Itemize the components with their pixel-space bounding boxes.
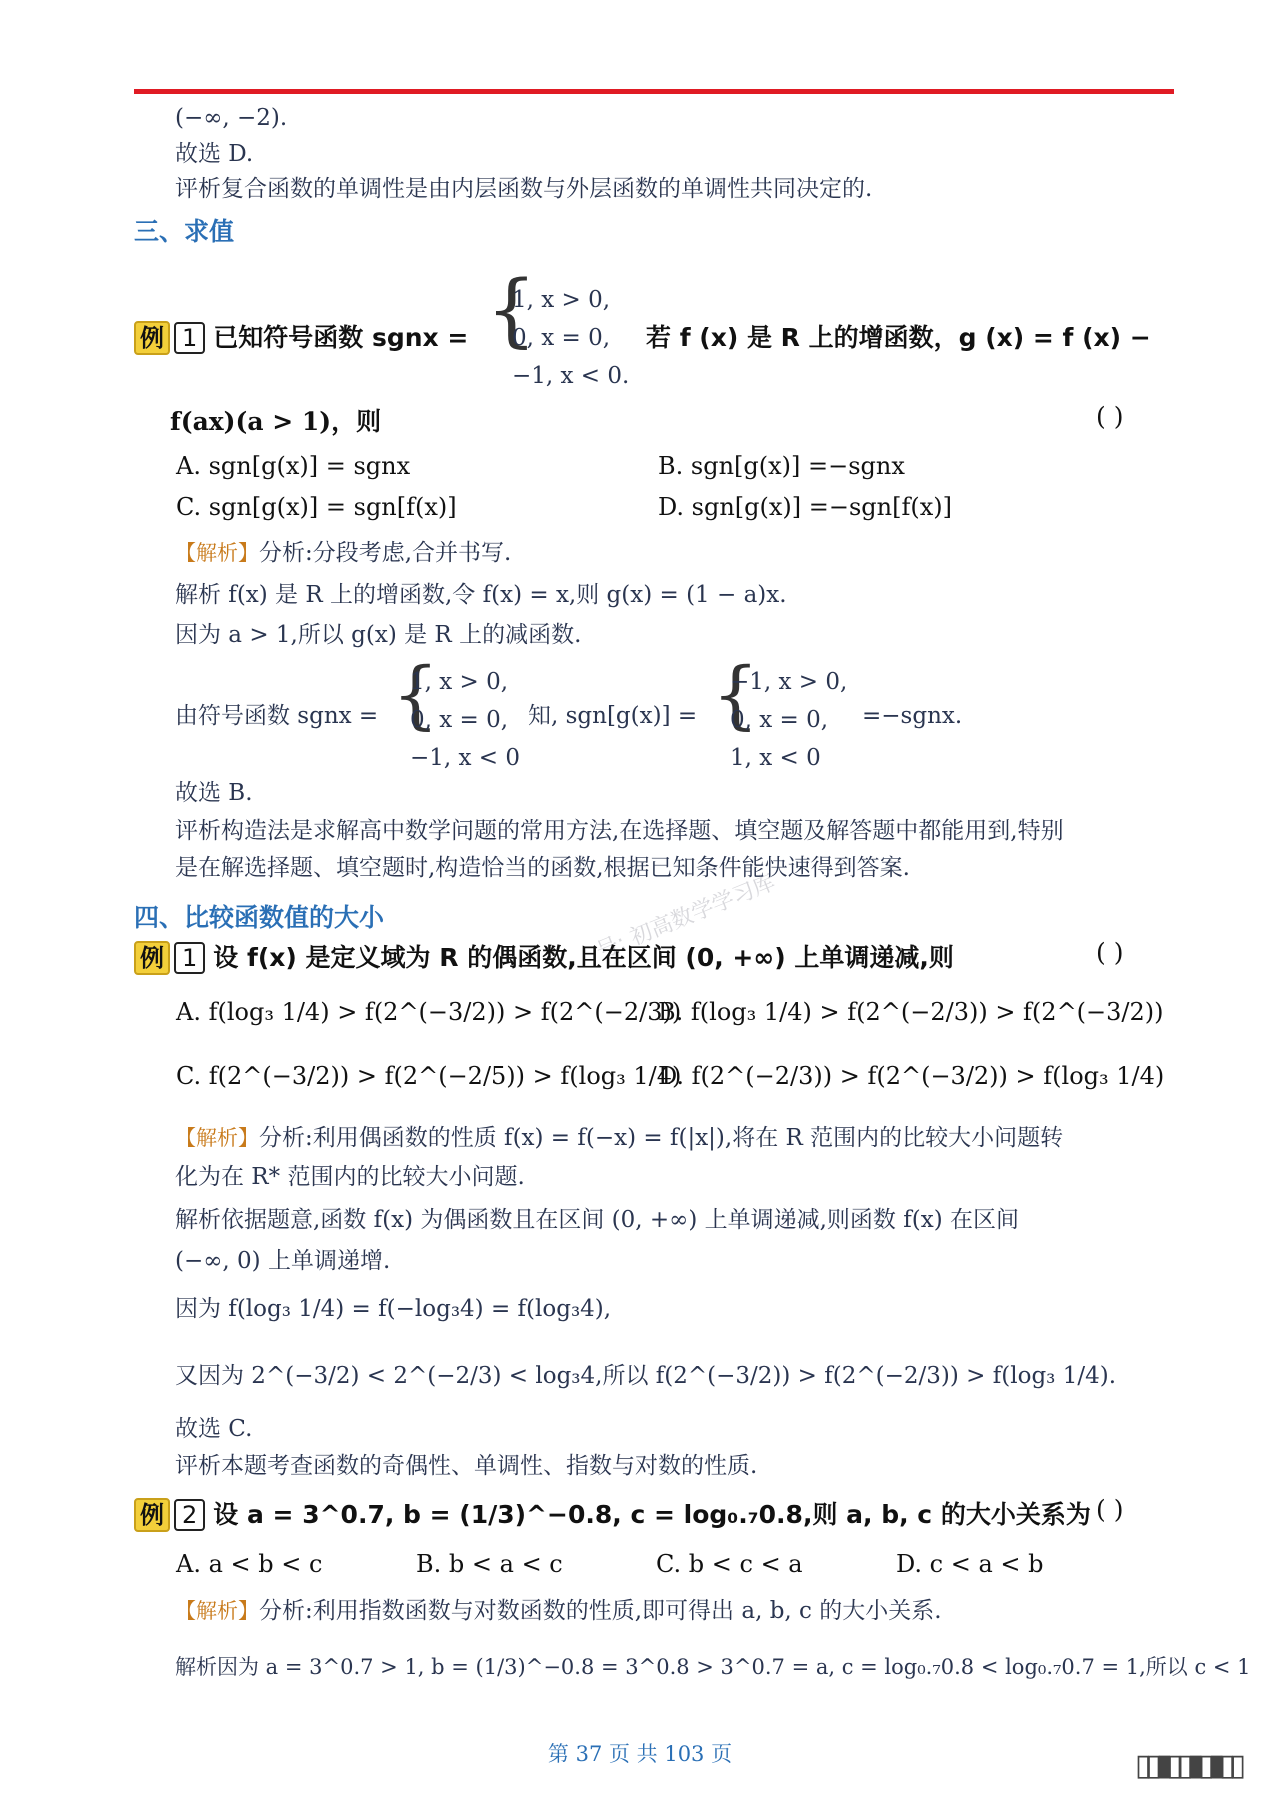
piece-case: 1, x > 0, [410, 669, 509, 695]
example-1-question-cont: 若 f (x) 是 R 上的增函数，g (x) = f (x) − [646, 323, 1151, 352]
jiexi-tag: 【解析】 [175, 541, 259, 565]
option-a: A. sgn[g(x)] = sgnx [176, 452, 411, 480]
example-1-question: 例 1 已知符号函数 sgnx = [134, 318, 468, 355]
text-line: 化为在 R* 范围内的比较大小问题. [175, 1164, 525, 1190]
jiexi-tag: 【解析】 [175, 1599, 259, 1623]
text-line: 评析本题考查函数的奇偶性、单调性、指数与对数的性质. [175, 1453, 758, 1479]
piece-case: 0, x = 0, [410, 707, 509, 733]
example-3-question: 例 2 设 a = 3^0.7, b = (1/3)^−0.8, c = log₀.₇0.8,则 a, b, c 的大小关系为 [134, 1495, 1091, 1532]
text-line: 知, sgn[g(x)] = [528, 703, 698, 729]
piece-case: 1, x > 0, [512, 287, 611, 313]
piece-case: −1, x < 0. [512, 363, 630, 389]
option-b: B. f(log₃ 1/4) > f(2^(−2/3)) > f(2^(−3/2)) [658, 998, 1164, 1026]
text-line: 故选 D. [175, 141, 254, 167]
text-line: 又因为 2^(−3/2) < 2^(−2/3) < log₃4,所以 f(2^(−3/2)) > f(2^(−2/3)) > f(log₃ 1/4). [175, 1363, 1117, 1389]
answer-paren: ( ) [1096, 402, 1124, 431]
option-a: A. a < b < c [176, 1550, 323, 1578]
piece-case: 0, x = 0, [512, 325, 611, 351]
barcode-decoration: ▯▯▮▯▯▮▯▮▯▯ [1134, 1748, 1240, 1783]
text-line: 因为 a > 1,所以 g(x) 是 R 上的减函数. [175, 622, 582, 648]
top-red-rule [134, 89, 1174, 94]
answer-paren: ( ) [1096, 1495, 1124, 1524]
option-b: B. sgn[g(x)] =−sgnx [658, 452, 905, 480]
text-line: (−∞, 0) 上单调递增. [175, 1248, 391, 1274]
example-badge: 例 [134, 941, 170, 975]
text-line: 故选 C. [175, 1416, 253, 1442]
text-line: 解析依据题意,函数 f(x) 为偶函数且在区间 (0, +∞) 上单调递减,则函数 f(x) 在区间 [175, 1207, 1019, 1233]
option-d: D. sgn[g(x)] =−sgn[f(x)] [658, 493, 952, 521]
analysis-line: 【解析】分析:利用指数函数与对数函数的性质,即可得出 a, b, c 的大小关系. [175, 1598, 942, 1624]
text-line: 是在解选择题、填空题时,构造恰当的函数,根据已知条件能快速得到答案. [175, 855, 910, 881]
text-line: 评析复合函数的单调性是由内层函数与外层函数的单调性共同决定的. [175, 176, 873, 202]
example-badge: 例 [134, 1498, 170, 1532]
option-a: A. f(log₃ 1/4) > f(2^(−3/2)) > f(2^(−2/3)) [176, 998, 682, 1026]
text-line: 由符号函数 sgnx = [175, 703, 379, 729]
example-1-question-cont: f(ax)(a > 1)，则 [170, 407, 382, 436]
section-heading-3: 三、求值 [134, 217, 235, 246]
option-d: D. c < a < b [896, 1550, 1044, 1578]
piece-case: 1, x < 0 [730, 745, 821, 771]
left-brace: { [486, 263, 537, 356]
watermark: 号: 初高数学学习库 [592, 870, 779, 965]
text-line: 故选 B. [175, 780, 253, 806]
answer-paren: ( ) [1096, 938, 1124, 967]
left-brace: { [392, 652, 440, 738]
option-b: B. b < a < c [416, 1550, 563, 1578]
example-number: 2 [174, 1499, 205, 1531]
option-d: D. f(2^(−2/3)) > f(2^(−3/2)) > f(log₃ 1/4) [658, 1062, 1165, 1090]
option-c: C. f(2^(−3/2)) > f(2^(−2/5)) > f(log₃ 1/4) [176, 1062, 682, 1090]
left-brace: { [712, 652, 760, 738]
analysis-line: 【解析】分析:利用偶函数的性质 f(x) = f(−x) = f(|x|),将在 R 范围内的比较大小问题转 [175, 1125, 1064, 1151]
page-footer: 第 37 页 共 103 页 [547, 1742, 733, 1766]
example-number: 1 [174, 942, 205, 974]
option-c: C. b < c < a [656, 1550, 803, 1578]
option-c: C. sgn[g(x)] = sgn[f(x)] [176, 493, 457, 521]
piece-case: −1, x > 0, [730, 669, 848, 695]
example-number: 1 [174, 322, 205, 354]
example-2-question: 例 1 设 f(x) 是定义域为 R 的偶函数,且在区间 (0, +∞) 上单调递减,则 [134, 938, 954, 975]
text-line: 因为 f(log₃ 1/4) = f(−log₃4) = f(log₃4), [175, 1296, 612, 1322]
text-line: 评析构造法是求解高中数学问题的常用方法,在选择题、填空题及解答题中都能用到,特别 [175, 818, 1064, 844]
analysis-line: 【解析】分析:分段考虑,合并书写. [175, 540, 512, 566]
section-heading-4: 四、比较函数值的大小 [134, 903, 385, 932]
text-line: 解析因为 a = 3^0.7 > 1, b = (1/3)^−0.8 = 3^0.8 > 3^0.7 = a, c = log₀.₇0.8 < log₀.₇0.7 = 1,所以 c < 1 [175, 1655, 1251, 1679]
piece-case: 0, x = 0, [730, 707, 829, 733]
text-line: (−∞, −2). [175, 105, 288, 131]
piece-case: −1, x < 0 [410, 745, 521, 771]
text-line: =−sgnx. [862, 703, 963, 729]
example-badge: 例 [134, 321, 170, 355]
text-line: 解析 f(x) 是 R 上的增函数,令 f(x) = x,则 g(x) = (1 − a)x. [175, 582, 787, 608]
jiexi-tag: 【解析】 [175, 1126, 259, 1150]
